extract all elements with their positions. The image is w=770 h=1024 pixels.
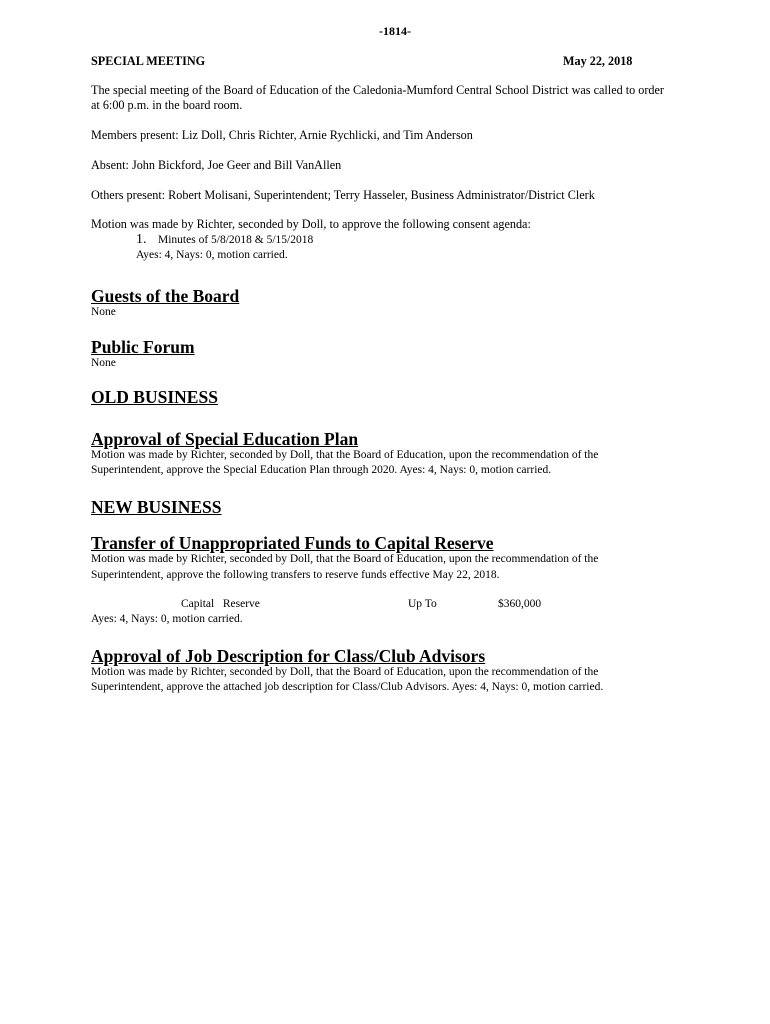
job-desc-line-1: Motion was made by Richter, seconded by Doll, that the Board of Education, upon the recommendation of the (91, 666, 599, 678)
job-desc-heading: Approval of Job Description for Class/Club Advisors (91, 646, 486, 666)
others-present: Others present: Robert Molisani, Superintendent; Terry Hasseler, Business Administrator/District Clerk (91, 188, 595, 202)
consent-item-number: 1. (136, 232, 147, 247)
consent-item: Minutes of 5/8/2018 & 5/15/2018 (158, 234, 314, 246)
fund-amount: $360,000 (498, 598, 542, 610)
fund-limit: Up To (408, 598, 437, 610)
special-ed-line-1: Motion was made by Richter, seconded by Doll, that the Board of Education, upon the recommendation of the (91, 449, 599, 461)
page-number: -1814- (379, 24, 411, 38)
fund-name: Capital Reserve (181, 598, 260, 610)
job-desc-line-2: Superintendent, approve the attached job description for Class/Club Advisors. Ayes: 4, Nays: 0, motion carried. (91, 681, 604, 693)
new-business-heading: NEW BUSINESS (91, 497, 222, 517)
meeting-type: SPECIAL MEETING (91, 54, 206, 68)
transfer-heading: Transfer of Unappropriated Funds to Capital Reserve (91, 533, 494, 553)
guests-body: None (91, 306, 116, 318)
absent-members: Absent: John Bickford, Joe Geer and Bill VanAllen (91, 158, 342, 172)
transfer-line-1: Motion was made by Richter, seconded by Doll, that the Board of Education, upon the recommendation of the (91, 553, 599, 565)
transfer-vote: Ayes: 4, Nays: 0, motion carried. (91, 613, 243, 625)
meeting-date: May 22, 2018 (563, 54, 633, 68)
guests-heading: Guests of the Board (91, 286, 240, 306)
intro-line-1: The special meeting of the Board of Education of the Caledonia-Mumford Central School District was called to order (91, 83, 664, 97)
consent-vote: Ayes: 4, Nays: 0, motion carried. (136, 249, 288, 261)
transfer-line-2: Superintendent, approve the following transfers to reserve funds effective May 22, 2018. (91, 569, 500, 581)
public-forum-heading: Public Forum (91, 337, 195, 357)
members-present: Members present: Liz Doll, Chris Richter, Arnie Rychlicki, and Tim Anderson (91, 128, 473, 142)
consent-motion: Motion was made by Richter, seconded by Doll, to approve the following consent agenda: (91, 217, 531, 231)
intro-line-2: at 6:00 p.m. in the board room. (91, 98, 243, 112)
special-ed-line-2: Superintendent, approve the Special Education Plan through 2020. Ayes: 4, Nays: 0, motion carried. (91, 464, 552, 476)
old-business-heading: OLD BUSINESS (91, 387, 218, 407)
public-forum-body: None (91, 357, 116, 369)
special-ed-heading: Approval of Special Education Plan (91, 429, 359, 449)
